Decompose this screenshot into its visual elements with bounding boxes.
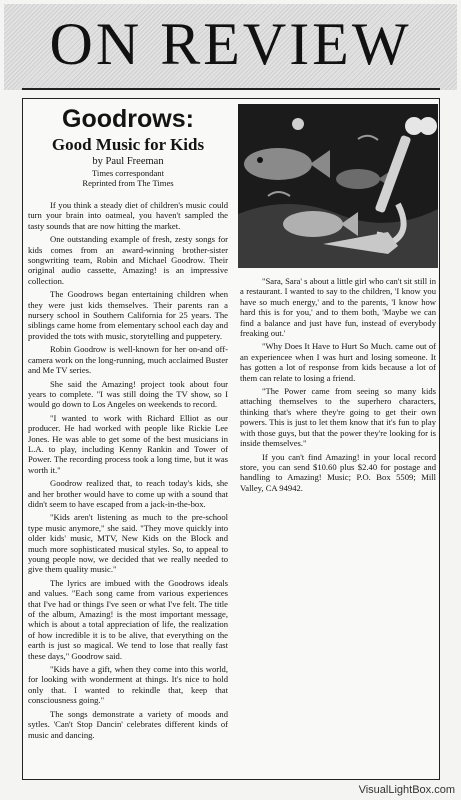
- author-role: Times correspondant: [91, 168, 164, 178]
- article-paragraph: Robin Goodrow is well-known for her on-and off-camera work on the long-running, much acclaimed Buster and Me TV series.: [28, 344, 228, 376]
- article-paragraph: "The Power came from seeing so many kids attaching themselves to the superhero characters, thinking that's where they're going to get their own powers. This is just to let them know that it's fun to play with those guys, but that the power they're looking for is inside themselves.": [240, 386, 436, 449]
- article-paragraph: Goodrow realized that, to reach today's kids, she and her brother would have to come up with a sound that didn't seem to have escaped from a jack-in-the-box.: [28, 478, 228, 509]
- article-paragraph: "Why Does It Have to Hurt So Much. came out of an experiencee when I was hurt and losing someone. It has gotten a lot of response from kids because a lot of them can relate to losing a friend.: [240, 341, 436, 383]
- article-paragraph: "Kids aren't listening as much to the pre-school type music anymore," she said. "They move quickly into older kids' music, MTV, New Kids on the Block and much more sophisticated musical styles. So, to appeal to young people now, we decided that we really needed to give them quality music.": [28, 512, 228, 575]
- left-column: [28, 200, 228, 740]
- article-paragraph: If you think a steady diet of children's music could turn your brain into oatmeal, you haven't sampled the tasty sounds that are now hitting the market.: [28, 200, 228, 231]
- article-headline: Goodrows:: [62, 105, 194, 133]
- article-paragraph: One outstanding example of fresh, zesty songs for kids comes from an award-winning brother-sister songwriting team, Robin and Michael Goodrow. Their original audio cassette, Amazing! is an impressive collection.: [28, 234, 228, 286]
- masthead-title: ON REVIEW: [49, 11, 412, 77]
- article-paragraph: She said the Amazing! project took about four years to complete. "I was still doing the TV show, so I would go down to Los Angeles on weekends to record.: [28, 378, 228, 410]
- article-paragraph: "I wanted to work with Richard Elliot as our producer. He had worked with people like Rickie Lee Jones. He was able to get some of the best musicians in L.A. to play, including Kenny Rankin and Tower of Power. The recording process took a long time, but it was worth it.": [28, 412, 228, 475]
- album-artwork: [238, 104, 438, 268]
- byline: [28, 156, 228, 188]
- headline-block: [28, 104, 228, 156]
- article-paragraph: The lyrics are imbued with the Goodrows ideals and values. "Each song came from various experiences that I've had or things I've seen or what I've felt. The title of the album, Amazing! is the most important message, which is about a total appreciation of life, the realization of how incredible it is to be alive, that everything on the earth is just so magical. We tend to lose that really fast these days," Goodrow said.: [28, 577, 228, 661]
- article-paragraph: If you can't find Amazing! in your local record store, you can send $10.60 plus $2.40 for postage and handling to Amazing! Music; P.O. Box 5509; Mill Valley, CA 94942.: [240, 451, 436, 493]
- right-column: [240, 276, 436, 493]
- reprint-note: Reprinted from The Times: [82, 178, 174, 188]
- article-paragraph: The songs demonstrate a variety of moods and sytles. 'Can't Stop Dancin' celebrates different kinds of music and dancing.: [28, 708, 228, 740]
- author: by Paul Freeman: [92, 156, 164, 167]
- masthead-rule: [22, 88, 440, 90]
- cassette-cover-art-fish-instruments-icon: [238, 104, 438, 268]
- article-paragraph: "Kids have a gift, when they come into this world, for looking with wonderment at things. It's nice to hold only that. I wanted to rekindle that, keep that consciousness going.": [28, 664, 228, 706]
- article-paragraph: "Sara, Sara' s about a little girl who can't sit still in a restaurant. I wanted to say to the children, 'I know you have so much energy,' and to the parents, 'I know how hard this is for you,' and to them both, 'Maybe we can find a balance and just have fun, instead of everybody freaking out.': [240, 276, 436, 339]
- article-subheadline: Good Music for Kids: [51, 135, 205, 154]
- watermark: VisualLightBox.com: [358, 784, 455, 796]
- article-paragraph: The Goodrows began entertaining children when they were just kids themselves. Their parents ran a nursery school in Southern California for 25 years. The siblings came home from elementary school each day and provided the tots with music, storytelling and puppetery.: [28, 289, 228, 341]
